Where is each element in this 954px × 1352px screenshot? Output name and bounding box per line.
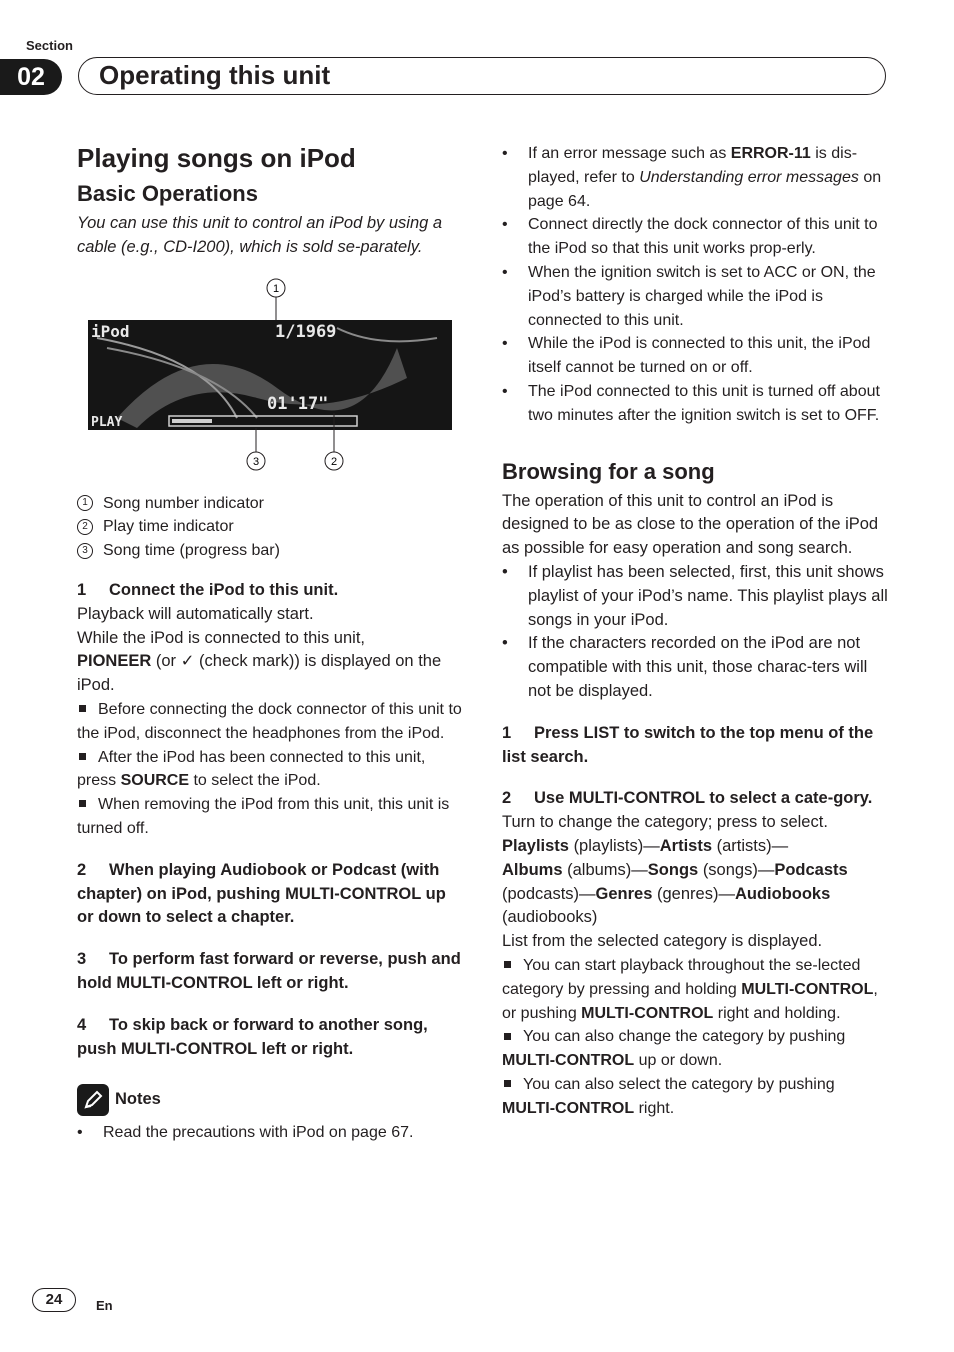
ipod-bullet-4: • While the iPod is connected to this unit, the iPod itself cannot be turned on or off. — [502, 335, 871, 377]
step-1-note-1: Before connecting the dock connector of this unit to the iPod, disconnect the headphones from the iPod. — [77, 700, 462, 742]
ipod-bullet-3: • When the ignition switch is set to ACC or ON, the iPod’s battery is charged while the iPod is connected to this unit. — [502, 263, 876, 329]
notes-label: Notes — [115, 1090, 161, 1109]
browsing-bullet-1: • If playlist has been selected, first, this unit shows playlist of your iPod’s name. This playlist plays all songs in your iPod. — [502, 562, 888, 629]
browse-step-2-text: Turn to change the category; press to select. — [502, 813, 828, 832]
step-3-heading: 3 To perform fast forward or reverse, push and hold MULTI-CONTROL left or right. — [77, 950, 461, 992]
section-number-badge: 02 — [0, 59, 62, 95]
ipod-bullet-1: • If an error message such as ERROR-11 is dis-played, refer to Understanding error messages on page 64. — [502, 145, 882, 210]
chapter-title: Operating this unit — [99, 60, 331, 90]
right-column — [502, 142, 890, 1120]
step-1-text-2: While the iPod is connected to this unit, PIONEER (or ✓ (check mark)) is displayed on the iPod. — [77, 628, 442, 695]
legend-item — [77, 515, 465, 539]
intro-text: You can use this unit to control an iPod by using a cable (e.g., CD-I200), which is sold se-parately. — [77, 214, 443, 256]
basic-operations-heading: Basic Operations — [77, 181, 258, 206]
step-4-heading: 4 To skip back or forward to another song, push MULTI-CONTROL left or right. — [77, 1015, 428, 1058]
browsing-bullet-2: • If the characters recorded on the iPod are not compatible with this unit, those charac-ters will not be displayed. — [502, 634, 868, 700]
legend-text: Song time (progress bar) — [103, 542, 280, 560]
legend-text: Song number indicator — [103, 494, 264, 512]
left-column — [77, 142, 465, 1145]
ipod-display-figure — [77, 268, 465, 478]
callout-2-label: 2 — [330, 455, 338, 468]
language-label: En — [96, 1298, 113, 1313]
chapter-title-bar — [78, 57, 886, 95]
display-illustration — [77, 268, 465, 478]
ipod-bullet-2: • Connect directly the dock connector of this unit to the iPod so that this unit works prop-erly. — [502, 216, 878, 258]
step-2-heading: 2 When playing Audiobook or Podcast (with chapter) on iPod, pushing MULTI-CONTROL up or down to select a chapter. — [77, 860, 446, 927]
lcd-play-time: 01'17" — [267, 393, 329, 414]
list-displayed-text: List from the selected category is displayed. — [502, 932, 823, 951]
browse-step-1-heading: 1 Press LIST to switch to the top menu of the list search. — [502, 723, 874, 766]
pencil-icon — [77, 1084, 109, 1116]
page-number: 24 — [32, 1288, 76, 1312]
callout-3-label: 3 — [252, 455, 260, 468]
lcd-song-number: 1/1969 — [275, 321, 337, 342]
browse-note-2: You can also change the category by pushing MULTI-CONTROL up or down. — [502, 1028, 846, 1070]
legend-number: 1 — [77, 495, 93, 511]
section-label: Section — [26, 38, 73, 53]
legend-item — [77, 539, 465, 563]
lcd-progress-fill — [172, 419, 212, 423]
page-title: Playing songs on iPod — [77, 143, 356, 173]
legend-number: 3 — [77, 543, 93, 559]
category-sequence: Playlists (playlists)—Artists (artists)— Albums (albums)—Songs (songs)—Podcasts (podcasts)—Genres (genres)—Audiobooks (audiobooks) — [502, 836, 848, 927]
browse-step-2-heading: 2 Use MULTI-CONTROL to select a cate-gory. — [502, 789, 873, 808]
ipod-bullet-5: • The iPod connected to this unit is turned off about two minutes after the ignition switch is set to OFF. — [502, 382, 880, 424]
lcd-status-text: PLAY — [91, 414, 123, 430]
notes-bullet: • Read the precautions with iPod on page 67. — [77, 1124, 414, 1142]
lcd-source-text: iPod — [91, 321, 130, 341]
step-1-heading: 1 Connect the iPod to this unit. — [77, 580, 339, 599]
step-1-text: Playback will automatically start. — [77, 604, 314, 623]
legend-item — [77, 492, 465, 516]
browsing-intro: The operation of this unit to control an iPod is designed to be as close to the operation of the iPod as possible for easy operation and song search. — [502, 491, 879, 558]
browsing-heading: Browsing for a song — [502, 458, 715, 484]
browse-note-3: You can also select the category by pushing MULTI-CONTROL right. — [502, 1075, 835, 1117]
callout-1-label: 1 — [272, 282, 280, 295]
browse-note-1: You can start playback throughout the se-lected category by pressing and holding MULTI-CONTROL, or pushing MULTI-CONTROL right and holding. — [502, 956, 878, 1022]
legend-text: Play time indicator — [103, 518, 234, 536]
legend-number: 2 — [77, 519, 93, 535]
step-1-note-2: After the iPod has been connected to this unit, press SOURCE to select the iPod. — [77, 748, 426, 790]
step-1-note-3: When removing the iPod from this unit, this unit is turned off. — [77, 796, 450, 837]
notes-heading — [77, 1083, 465, 1117]
